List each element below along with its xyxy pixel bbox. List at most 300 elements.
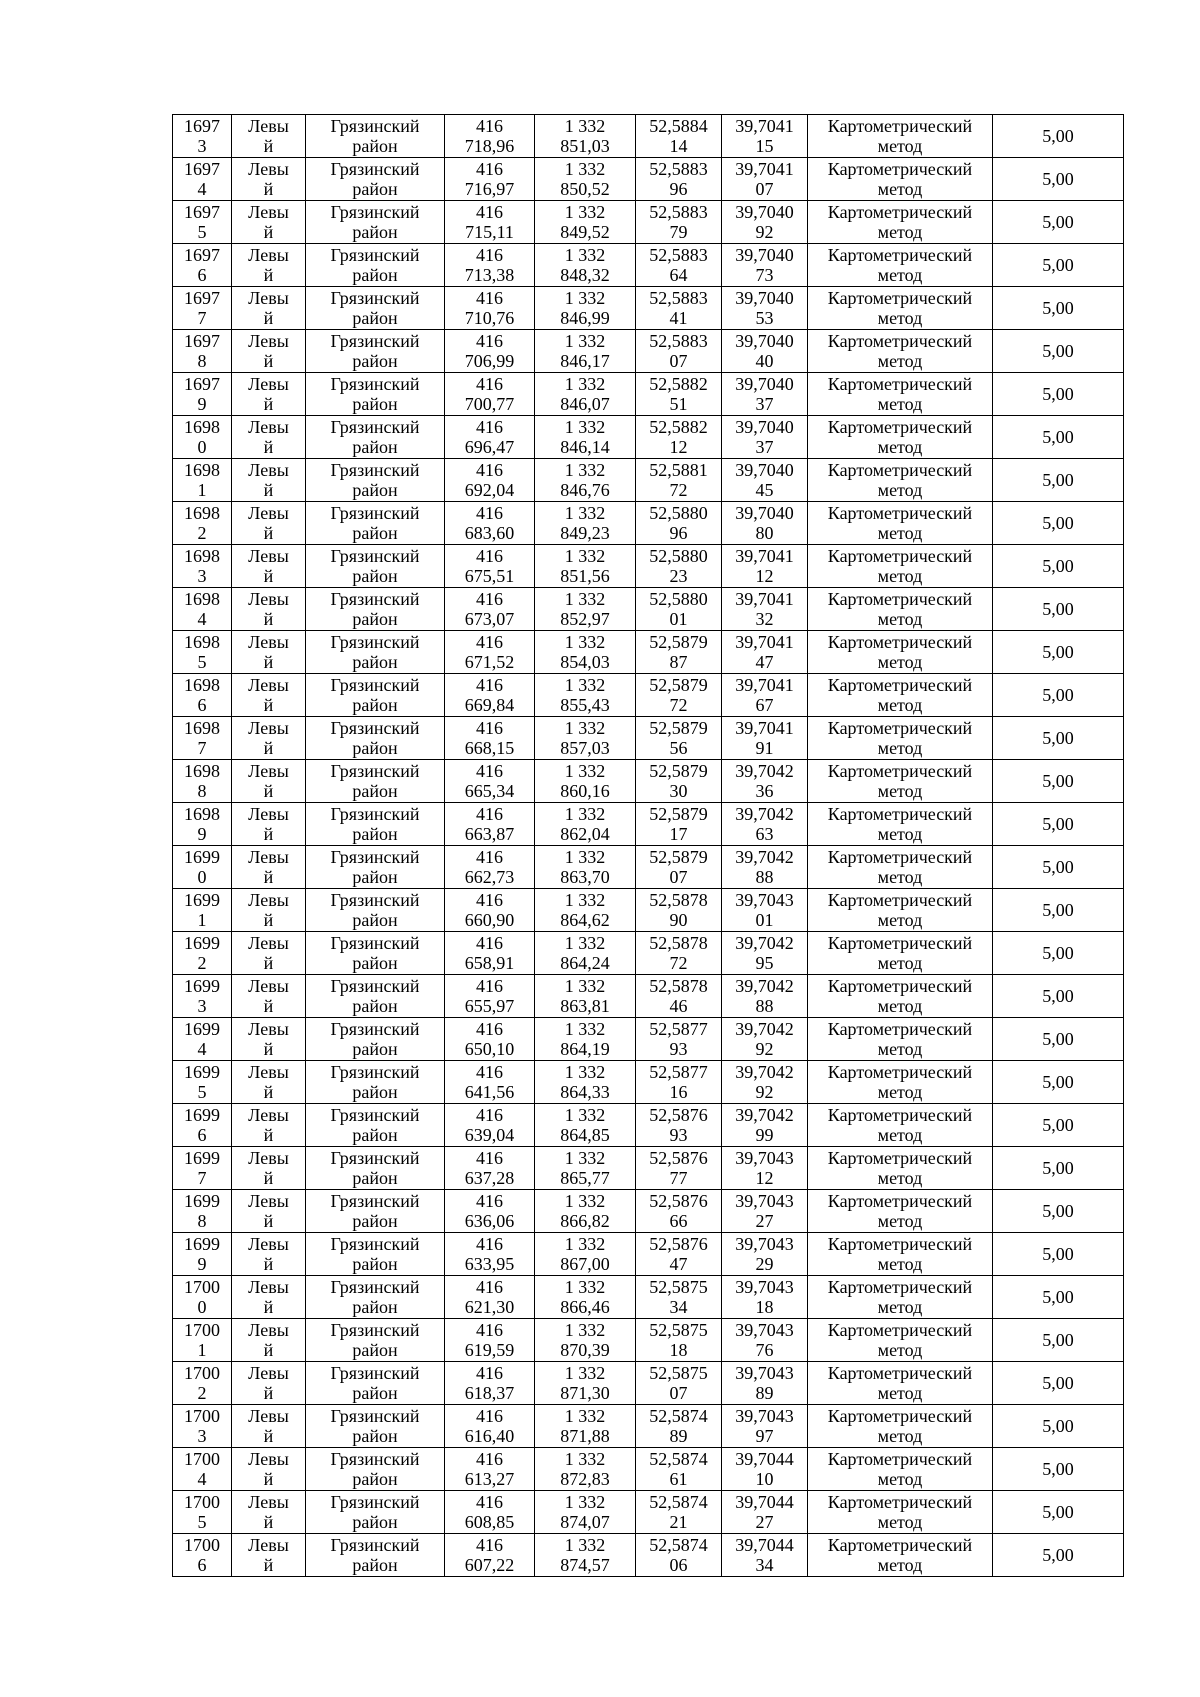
cell-line: Картометрический (827, 1449, 973, 1469)
cell-line: метод (877, 394, 923, 414)
cell-lon (722, 1276, 808, 1319)
cell-line: 5 (197, 1512, 207, 1532)
cell-x (445, 330, 535, 373)
cell-line: 90 (669, 910, 688, 930)
cell-line: Левы (248, 1062, 289, 1082)
cell-x (445, 416, 535, 459)
cell-side (232, 1276, 306, 1319)
cell-line: район (352, 136, 398, 156)
cell-line: 618,37 (464, 1383, 515, 1403)
table-row (173, 975, 1124, 1018)
cell-method (808, 1147, 993, 1190)
cell-side (232, 631, 306, 674)
table-body (173, 115, 1124, 1577)
cell-line: 39,7042 (735, 976, 794, 996)
cell-line: 864,85 (560, 1125, 610, 1145)
cell-lat (636, 1104, 722, 1147)
cell-line: 52,5883 (649, 245, 708, 265)
cell-side (232, 1061, 306, 1104)
cell-line: 1 332 (564, 1105, 606, 1125)
cell-line: 1700 (184, 1320, 220, 1340)
cell-accuracy (993, 1104, 1124, 1147)
cell-line: 1699 (184, 976, 220, 996)
cell-line: Левы (248, 761, 289, 781)
cell-line: 416 (476, 159, 503, 179)
cell-lat (636, 244, 722, 287)
cell-line: 846,17 (560, 351, 610, 371)
cell-method (808, 588, 993, 631)
cell-line: 46 (669, 996, 688, 1016)
cell-line: Картометрический (827, 976, 973, 996)
cell-line: район (352, 910, 398, 930)
cell-line: 862,04 (560, 824, 610, 844)
cell-line: 16 (669, 1082, 688, 1102)
cell-line: 39,7043 (735, 1277, 794, 1297)
cell-line: 416 (476, 1320, 503, 1340)
cell-line: 696,47 (464, 437, 515, 457)
cell-side (232, 330, 306, 373)
cell-method (808, 1018, 993, 1061)
cell-lon (722, 416, 808, 459)
cell-line: Левы (248, 331, 289, 351)
cell-line: 716,97 (464, 179, 515, 199)
cell-line: 8 (197, 781, 207, 801)
cell-line: 5,00 (1042, 1244, 1074, 1264)
cell-line: 1 332 (564, 1406, 606, 1426)
cell-line: 30 (669, 781, 688, 801)
cell-line: 4 (197, 609, 207, 629)
cell-line: Левы (248, 503, 289, 523)
cell-line: 8 (197, 351, 207, 371)
cell-side (232, 803, 306, 846)
table-row (173, 1061, 1124, 1104)
cell-line: 52,5881 (649, 460, 708, 480)
cell-lat (636, 1534, 722, 1577)
cell-lat (636, 502, 722, 545)
cell-line: Грязинский (330, 1148, 420, 1168)
cell-line: 6 (197, 1555, 207, 1575)
cell-y (535, 588, 636, 631)
cell-line: й (263, 781, 274, 801)
cell-x (445, 1534, 535, 1577)
cell-line: метод (877, 1168, 923, 1188)
cell-line: Грязинский (330, 288, 420, 308)
table-row (173, 1491, 1124, 1534)
cell-line: Грязинский (330, 761, 420, 781)
cell-line: 5,00 (1042, 599, 1074, 619)
cell-num (173, 416, 232, 459)
cell-x (445, 1319, 535, 1362)
cell-x (445, 674, 535, 717)
cell-line: 9 (197, 1254, 207, 1274)
cell-line: метод (877, 1512, 923, 1532)
cell-lat (636, 1276, 722, 1319)
cell-lat (636, 631, 722, 674)
cell-line: 1699 (184, 1105, 220, 1125)
cell-line: Грязинский (330, 1105, 420, 1125)
cell-x (445, 1405, 535, 1448)
cell-line: 713,38 (464, 265, 515, 285)
cell-line: 5,00 (1042, 1072, 1074, 1092)
cell-line: 3 (197, 1426, 207, 1446)
cell-line: 52,5876 (649, 1191, 708, 1211)
cell-line: 3 (197, 136, 207, 156)
cell-line: 67 (755, 695, 774, 715)
cell-line: 416 (476, 1019, 503, 1039)
cell-district (306, 1104, 445, 1147)
cell-line: район (352, 1254, 398, 1274)
cell-line: метод (877, 1297, 923, 1317)
cell-lat (636, 1405, 722, 1448)
cell-method (808, 1190, 993, 1233)
cell-line: метод (877, 136, 923, 156)
cell-lat (636, 1491, 722, 1534)
cell-district (306, 502, 445, 545)
cell-line: 846,14 (560, 437, 610, 457)
cell-lat (636, 459, 722, 502)
cell-x (445, 1448, 535, 1491)
cell-district (306, 115, 445, 158)
cell-num (173, 330, 232, 373)
cell-lon (722, 932, 808, 975)
cell-line: 52,5879 (649, 761, 708, 781)
cell-side (232, 502, 306, 545)
cell-line: 52,5875 (649, 1363, 708, 1383)
cell-line: 1700 (184, 1363, 220, 1383)
cell-line: 416 (476, 1191, 503, 1211)
cell-line: 52,5876 (649, 1234, 708, 1254)
cell-y (535, 459, 636, 502)
cell-line: метод (877, 695, 923, 715)
cell-lat (636, 201, 722, 244)
table-row (173, 158, 1124, 201)
cell-accuracy (993, 1018, 1124, 1061)
cell-line: Левы (248, 890, 289, 910)
cell-line: 416 (476, 546, 503, 566)
cell-accuracy (993, 760, 1124, 803)
cell-num (173, 1319, 232, 1362)
cell-line: Грязинский (330, 804, 420, 824)
cell-line: 07 (755, 179, 774, 199)
cell-line: 1697 (184, 116, 220, 136)
cell-line: 5,00 (1042, 384, 1074, 404)
cell-line: 1 (197, 1340, 207, 1360)
cell-line: 1 (197, 480, 207, 500)
cell-line: Картометрический (827, 1148, 973, 1168)
cell-line: 52,5880 (649, 546, 708, 566)
cell-line: Левы (248, 976, 289, 996)
cell-line: 5,00 (1042, 685, 1074, 705)
cell-line: 9 (197, 394, 207, 414)
cell-line: 39,7042 (735, 933, 794, 953)
cell-line: 416 (476, 331, 503, 351)
cell-line: 1 332 (564, 202, 606, 222)
table-row (173, 717, 1124, 760)
cell-lat (636, 975, 722, 1018)
cell-y (535, 803, 636, 846)
cell-line: 416 (476, 675, 503, 695)
cell-accuracy (993, 1405, 1124, 1448)
cell-line: метод (877, 308, 923, 328)
cell-line: 88 (755, 867, 774, 887)
cell-side (232, 1534, 306, 1577)
cell-line: 655,97 (464, 996, 515, 1016)
cell-line: метод (877, 781, 923, 801)
cell-line: Левы (248, 1105, 289, 1125)
cell-y (535, 1104, 636, 1147)
cell-line: Левы (248, 116, 289, 136)
cell-lon (722, 1491, 808, 1534)
cell-method (808, 975, 993, 1018)
cell-line: 5,00 (1042, 771, 1074, 791)
cell-lon (722, 244, 808, 287)
cell-lon (722, 1104, 808, 1147)
cell-line: 52,5876 (649, 1148, 708, 1168)
cell-method (808, 1276, 993, 1319)
cell-line: район (352, 1512, 398, 1532)
cell-line: й (263, 308, 274, 328)
cell-line: 1 332 (564, 1191, 606, 1211)
cell-line: Картометрический (827, 1105, 973, 1125)
cell-line: Левы (248, 1019, 289, 1039)
cell-district (306, 760, 445, 803)
cell-line: 52,5878 (649, 890, 708, 910)
cell-side (232, 459, 306, 502)
cell-line: й (263, 953, 274, 973)
cell-line: 706,99 (464, 351, 515, 371)
cell-line: 52,5883 (649, 288, 708, 308)
cell-line: 673,07 (464, 609, 515, 629)
table-row (173, 760, 1124, 803)
cell-line: 6 (197, 695, 207, 715)
cell-method (808, 932, 993, 975)
cell-line: 39,7041 (735, 675, 794, 695)
cell-side (232, 115, 306, 158)
cell-line: 5,00 (1042, 943, 1074, 963)
cell-line: Картометрический (827, 1406, 973, 1426)
cell-lon (722, 889, 808, 932)
cell-line: 37 (755, 394, 774, 414)
cell-method (808, 674, 993, 717)
table-row (173, 459, 1124, 502)
cell-district (306, 1147, 445, 1190)
cell-line: Картометрический (827, 1492, 973, 1512)
cell-line: й (263, 523, 274, 543)
cell-line: 5,00 (1042, 255, 1074, 275)
cell-y (535, 1061, 636, 1104)
cell-line: 5 (197, 1082, 207, 1102)
cell-line: 864,24 (560, 953, 610, 973)
cell-line: район (352, 222, 398, 242)
cell-accuracy (993, 588, 1124, 631)
cell-line: 39,7040 (735, 417, 794, 437)
cell-line: метод (877, 1383, 923, 1403)
cell-line: район (352, 781, 398, 801)
cell-line: 07 (669, 1383, 688, 1403)
cell-num (173, 1190, 232, 1233)
table-row (173, 588, 1124, 631)
cell-line: 5,00 (1042, 298, 1074, 318)
cell-line: 39,7040 (735, 245, 794, 265)
cell-line: 39,7041 (735, 589, 794, 609)
cell-line: Левы (248, 374, 289, 394)
cell-lon (722, 158, 808, 201)
cell-line: Грязинский (330, 1320, 420, 1340)
cell-line: 52,5874 (649, 1406, 708, 1426)
cell-line: 864,62 (560, 910, 610, 930)
cell-line: 1697 (184, 245, 220, 265)
cell-y (535, 330, 636, 373)
cell-district (306, 158, 445, 201)
cell-line: 1 332 (564, 1535, 606, 1555)
cell-line: 416 (476, 460, 503, 480)
cell-line: 1 332 (564, 1449, 606, 1469)
cell-line: 416 (476, 632, 503, 652)
cell-line: 874,07 (560, 1512, 610, 1532)
cell-district (306, 1448, 445, 1491)
cell-line: 846,76 (560, 480, 610, 500)
cell-line: 1698 (184, 546, 220, 566)
cell-line: 5,00 (1042, 470, 1074, 490)
cell-line: 715,11 (465, 222, 514, 242)
cell-x (445, 1276, 535, 1319)
cell-line: район (352, 308, 398, 328)
cell-accuracy (993, 803, 1124, 846)
cell-line: 851,56 (560, 566, 610, 586)
cell-line: 1699 (184, 1148, 220, 1168)
cell-y (535, 889, 636, 932)
cell-line: 18 (669, 1340, 688, 1360)
cell-line: район (352, 609, 398, 629)
cell-line: 1 332 (564, 1492, 606, 1512)
cell-line: 3 (197, 996, 207, 1016)
cell-line: Грязинский (330, 1535, 420, 1555)
cell-district (306, 1491, 445, 1534)
cell-line: 1 332 (564, 460, 606, 480)
cell-line: й (263, 1340, 274, 1360)
cell-line: 1699 (184, 890, 220, 910)
cell-accuracy (993, 459, 1124, 502)
cell-line: 639,04 (464, 1125, 515, 1145)
cell-lon (722, 674, 808, 717)
cell-lat (636, 588, 722, 631)
cell-line: 47 (755, 652, 774, 672)
cell-line: й (263, 136, 274, 156)
cell-line: Картометрический (827, 1019, 973, 1039)
cell-line: 1 332 (564, 245, 606, 265)
cell-side (232, 674, 306, 717)
table-row (173, 674, 1124, 717)
cell-x (445, 889, 535, 932)
cell-line: 52,5874 (649, 1449, 708, 1469)
cell-line: район (352, 824, 398, 844)
cell-line: Левы (248, 546, 289, 566)
cell-y (535, 158, 636, 201)
cell-line: 849,52 (560, 222, 610, 242)
cell-num (173, 889, 232, 932)
cell-line: 1700 (184, 1449, 220, 1469)
cell-line: 5,00 (1042, 1502, 1074, 1522)
cell-line: 1 332 (564, 417, 606, 437)
cell-line: Грязинский (330, 245, 420, 265)
cell-y (535, 674, 636, 717)
cell-line: 52,5878 (649, 933, 708, 953)
cell-line: 1699 (184, 1191, 220, 1211)
cell-line: 1 332 (564, 159, 606, 179)
cell-line: район (352, 652, 398, 672)
cell-side (232, 287, 306, 330)
cell-line: 852,97 (560, 609, 610, 629)
cell-side (232, 1233, 306, 1276)
cell-line: й (263, 1211, 274, 1231)
cell-line: 52,5874 (649, 1535, 708, 1555)
cell-line: Грязинский (330, 1234, 420, 1254)
cell-lon (722, 717, 808, 760)
cell-line: 5,00 (1042, 1115, 1074, 1135)
cell-line: 39,7043 (735, 1363, 794, 1383)
cell-line: 1698 (184, 632, 220, 652)
cell-line: 5,00 (1042, 341, 1074, 361)
cell-line: Картометрический (827, 804, 973, 824)
cell-line: метод (877, 1039, 923, 1059)
cell-y (535, 932, 636, 975)
cell-line: й (263, 1383, 274, 1403)
cell-method (808, 115, 993, 158)
cell-line: Картометрический (827, 374, 973, 394)
cell-line: 416 (476, 202, 503, 222)
cell-line: 5,00 (1042, 642, 1074, 662)
cell-lat (636, 1319, 722, 1362)
cell-line: й (263, 351, 274, 371)
cell-district (306, 717, 445, 760)
cell-line: 1 332 (564, 331, 606, 351)
cell-lon (722, 287, 808, 330)
cell-line: 52,5874 (649, 1492, 708, 1512)
cell-line: 39,7043 (735, 1191, 794, 1211)
cell-line: 39,7042 (735, 761, 794, 781)
cell-lon (722, 975, 808, 1018)
cell-district (306, 330, 445, 373)
cell-line: 87 (669, 652, 688, 672)
cell-y (535, 244, 636, 287)
cell-line: Картометрический (827, 546, 973, 566)
cell-num (173, 201, 232, 244)
cell-x (445, 1491, 535, 1534)
cell-x (445, 373, 535, 416)
cell-line: 77 (669, 1168, 688, 1188)
cell-line: район (352, 738, 398, 758)
cell-line: Левы (248, 718, 289, 738)
cell-side (232, 1448, 306, 1491)
cell-line: Левы (248, 460, 289, 480)
cell-line: 5,00 (1042, 1459, 1074, 1479)
cell-line: 80 (755, 523, 774, 543)
cell-line: 1 332 (564, 933, 606, 953)
cell-line: Картометрический (827, 675, 973, 695)
cell-line: 2 (197, 1383, 207, 1403)
cell-lon (722, 631, 808, 674)
cell-y (535, 1276, 636, 1319)
cell-lat (636, 1018, 722, 1061)
cell-line: й (263, 1039, 274, 1059)
cell-lon (722, 1319, 808, 1362)
cell-line: 12 (669, 437, 688, 457)
cell-line: 5,00 (1042, 986, 1074, 1006)
cell-line: 06 (669, 1555, 688, 1575)
cell-method (808, 631, 993, 674)
cell-line: Грязинский (330, 589, 420, 609)
cell-line: й (263, 1555, 274, 1575)
